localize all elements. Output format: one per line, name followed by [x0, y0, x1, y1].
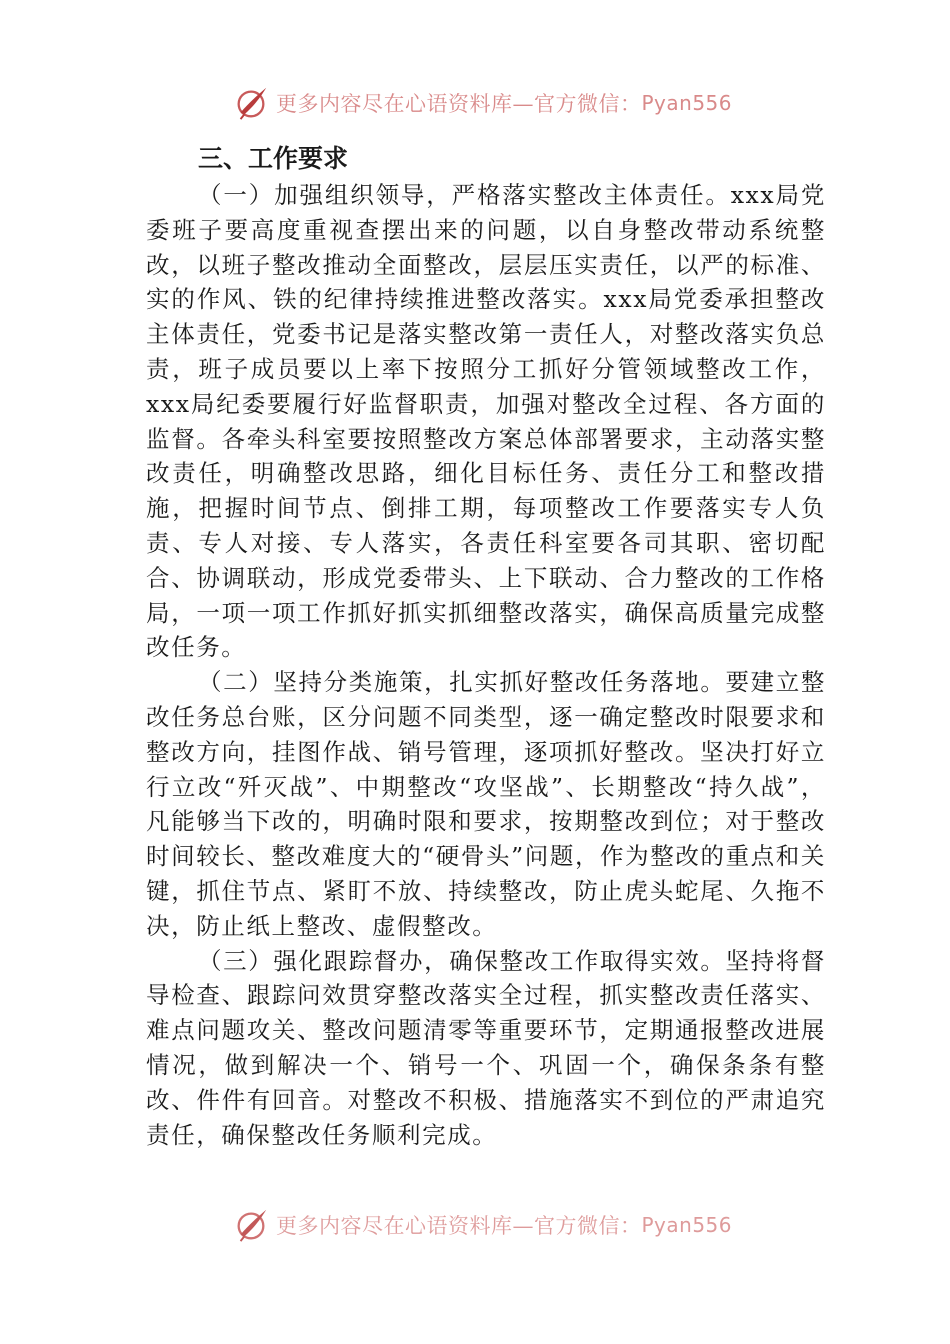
watermark-footer: [232, 1206, 732, 1244]
quill-logo-icon: [232, 84, 270, 122]
section-heading: 三、工作要求: [198, 144, 349, 173]
quill-logo-icon: [232, 1206, 270, 1244]
paragraph-3: （三）强化跟踪督办，确保整改工作取得实效。坚持将督导检查、跟踪问效贯穿整改落实全过程，抓实整改责任落实、难点问题攻关、整改问题清零等重要环节，定期通报整改进展情况，做到解决一个、销号一个、巩固一个，确保条条有整改、件件有回音。对整改不积极、措施落实不到位的严肃追究责任，确保整改任务顺利完成。: [146, 946, 826, 1149]
paragraph-2: （二）坚持分类施策，扎实抓好整改任务落地。要建立整改任务总台账，区分问题不同类型，逐一确定整改时限要求和整改方向，挂图作战、销号管理，逐项抓好整改。坚决打好立行立改“歼灭战”、中期整改“攻坚战”、长期整改“持久战”，凡能够当下改的，明确时限和要求，按期整改到位；对于整改时间较长、整改难度大的“硬骨头”问题，作为整改的重点和关键，抓住节点、紧盯不放、持续整改，防止虎头蛇尾、久拖不决，防止纸上整改、虚假整改。: [146, 668, 826, 940]
watermark-handle: Pyan556: [641, 91, 733, 115]
document-body: [146, 140, 826, 1152]
watermark-text: 更多内容尽在心语资料库—官方微信：: [276, 92, 642, 116]
watermark-header: [232, 84, 732, 122]
watermark-handle: Pyan556: [641, 1213, 733, 1237]
watermark-text: 更多内容尽在心语资料库—官方微信：: [276, 1214, 642, 1238]
paragraph-1: （一）加强组织领导，严格落实整改主体责任。xxx局党委班子要高度重视查摆出来的问题，以自身整改带动系统整改，以班子整改推动全面整改，层层压实责任，以严的标准、实的作风、铁的纪律持续推进整改落实。xxx局党委承担整改主体责任，党委书记是落实整改第一责任人，对整改落实负总责，班子成员要以上率下按照分工抓好分管领域整改工作，xxx局纪委要履行好监督职责，加强对整改全过程、各方面的监督。各牵头科室要按照整改方案总体部署要求，主动落实整改责任，明确整改思路，细化目标任务、责任分工和整改措施，把握时间节点、倒排工期，每项整改工作要落实专人负责、专人对接、专人落实，各责任科室要各司其职、密切配合、协调联动，形成党委带头、上下联动、合力整改的工作格局，一项一项工作抓好抓实抓细整改落实，确保高质量完成整改任务。: [146, 181, 826, 662]
